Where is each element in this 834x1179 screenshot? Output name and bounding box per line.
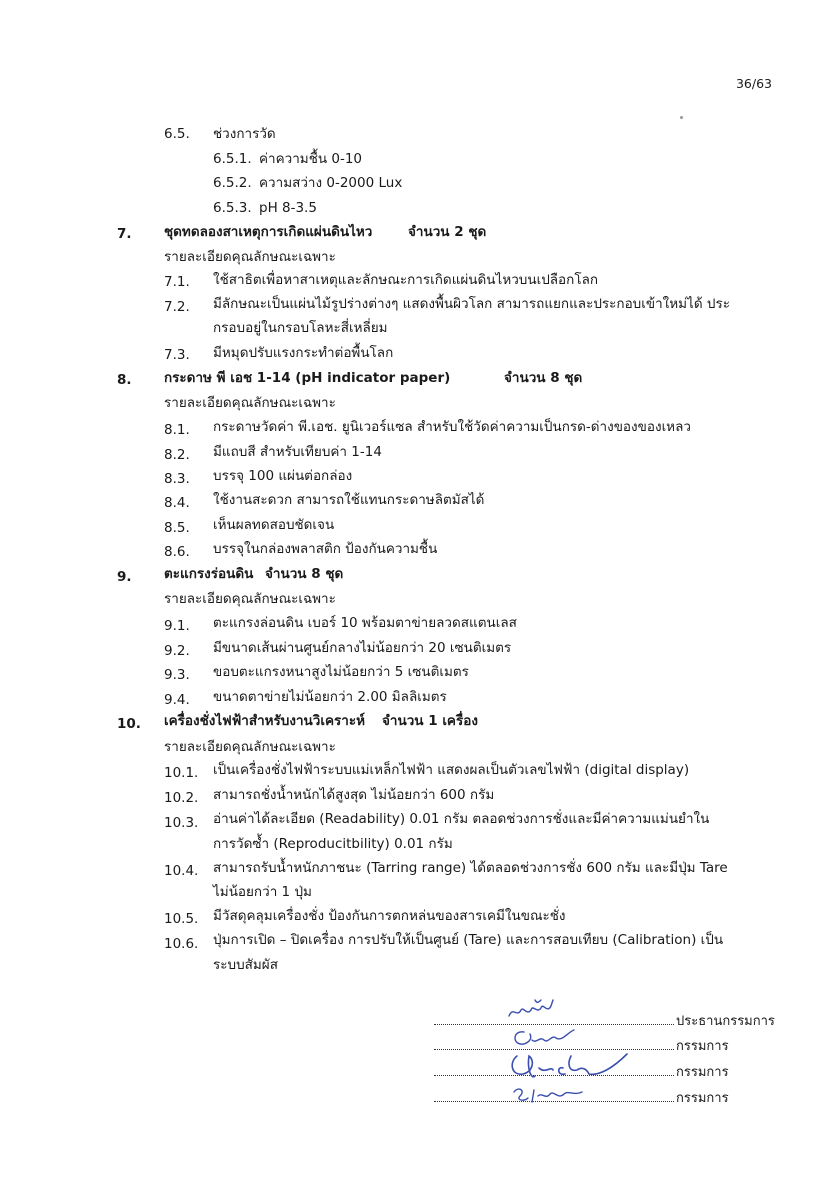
page-number: 36/63 (735, 76, 772, 91)
s7-item-1-num: 7.1. (164, 274, 190, 290)
s8-item-2-num: 8.2. (164, 447, 190, 463)
s10-item-6-text: ปุ่มการเปิด – ปิดเครื่อง การปรับให้เป็นศูนย์ (Tare) และการสอบเทียบ (Calibration) เป็น (213, 932, 724, 948)
s9-item-3-num: 9.3. (164, 667, 190, 683)
s8-item-3-num: 8.3. (164, 471, 190, 487)
signature-1 (505, 996, 565, 1024)
scan-speck (680, 116, 683, 119)
s7-item-2-num: 7.2. (164, 299, 190, 315)
signature-4 (508, 1082, 588, 1106)
s9-item-1-text: ตะแกรงล่อนดิน เบอร์ 10 พร้อมตาข่ายลวดสแตนเลส (213, 615, 517, 631)
s10-item-6-num: 10.6. (164, 936, 199, 952)
s10-qty: จำนวน 1 เครื่อง (382, 713, 478, 729)
s8-item-1-text: กระดาษวัดค่า พี.เอช. ยูนิเวอร์แซล สำหรับใช้วัดค่าความเป็นกรด-ด่างของของเหลว (213, 419, 691, 435)
s8-item-5-num: 8.5. (164, 520, 190, 536)
s6_5-label: ช่วงการวัด (213, 126, 276, 142)
s6_5-item-3-num: 6.5.3. (213, 200, 252, 216)
s10-item-3-text: อ่านค่าได้ละเอียด (Readability) 0.01 กรัม ตลอดช่วงการชั่งและมีค่าความแม่นยำใน (213, 811, 710, 827)
s9-item-4-text: ขนาดตาข่ายไม่น้อยกว่า 2.00 มิลลิเมตร (213, 689, 447, 705)
s8-item-4-num: 8.4. (164, 495, 190, 511)
s8-title: กระดาษ พี เอช 1-14 (pH indicator paper) (164, 370, 451, 386)
s10-item-2-text: สามารถชั่งน้ำหนักได้สูงสุด ไม่น้อยกว่า 600 กรัม (213, 787, 495, 803)
s10-item-4-text-cont: ไม่น้อยกว่า 1 ปุ่ม (213, 884, 312, 900)
s10-item-1-num: 10.1. (164, 765, 199, 781)
s6_5-item-3-text: pH 8-3.5 (259, 200, 317, 216)
s9-qty: จำนวน 8 ชุด (265, 566, 344, 582)
s8-item-3-text: บรรจุ 100 แผ่นต่อกล่อง (213, 468, 353, 484)
s10-item-5-num: 10.5. (164, 911, 199, 927)
signature-3 (505, 1048, 635, 1084)
s9-item-1-num: 9.1. (164, 618, 190, 634)
s10-num: 10. (117, 716, 141, 732)
s7-item-3-num: 7.3. (164, 347, 190, 363)
s6_5-item-2-text: ความสว่าง 0-2000 Lux (259, 175, 403, 191)
s10-item-4-text: สามารถรับน้ำหนักภาชนะ (Tarring range) ได้ตลอดช่วงการชั่ง 600 กรัม และมีปุ่ม Tare (213, 860, 728, 876)
s7-item-3-text: มีหมุดปรับแรงกระทำต่อพื้นโลก (213, 345, 394, 361)
s9-item-4-num: 9.4. (164, 692, 190, 708)
s10-item-6-text-cont: ระบบสัมผัส (213, 957, 278, 973)
s6_5-num: 6.5. (164, 126, 190, 142)
s8-item-6-text: บรรจุในกล่องพลาสติก ป้องกันความชื้น (213, 541, 438, 557)
s6_5-item-1-num: 6.5.1. (213, 151, 252, 167)
s9-item-3-text: ขอบตะแกรงหนาสูงไม่น้อยกว่า 5 เซนติเมตร (213, 664, 469, 680)
s9-title: ตะแกรงร่อนดิน (164, 566, 254, 582)
s10-spec-label: รายละเอียดคุณลักษณะเฉพาะ (164, 739, 336, 755)
s10-item-5-text: มีวัสดุคลุมเครื่องชั่ง ป้องกันการตกหล่นของสารเคมีในขณะชั่ง (213, 908, 566, 924)
s9-item-2-text: มีขนาดเส้นผ่านศูนย์กลางไม่น้อยกว่า 20 เซนติเมตร (213, 640, 512, 656)
s8-item-6-num: 8.6. (164, 544, 190, 560)
s10-item-4-num: 10.4. (164, 863, 199, 879)
s7-num: 7. (117, 226, 132, 242)
s7-item-2-text-cont: กรอบอยู่ในกรอบโลหะสี่เหลี่ยม (213, 320, 388, 336)
s8-qty: จำนวน 8 ชุด (504, 370, 583, 386)
s6_5-item-1-text: ค่าความชื้น 0-10 (259, 151, 363, 167)
s8-item-4-text: ใช้งานสะดวก สามารถใช้แทนกระดาษลิตมัสได้ (213, 492, 485, 508)
signature-role: กรรมการ (676, 1065, 729, 1080)
s10-title: เครื่องชั่งไฟฟ้าสำหรับงานวิเคราะห์ (164, 713, 365, 729)
s8-item-5-text: เห็นผลทดสอบชัดเจน (213, 517, 335, 533)
signature-role: ประธานกรรมการ (676, 1014, 775, 1029)
signature-role: กรรมการ (676, 1039, 729, 1054)
s7-title: ชุดทดลองสาเหตุการเกิดแผ่นดินไหว (164, 224, 373, 240)
signature-role: กรรมการ (676, 1091, 729, 1106)
s7-item-1-text: ใช้สาธิตเพื่อหาสาเหตุและลักษณะการเกิดแผ่นดินไหวบนเปลือกโลก (213, 272, 599, 288)
s8-spec-label: รายละเอียดคุณลักษณะเฉพาะ (164, 395, 336, 411)
s7-qty: จำนวน 2 ชุด (408, 224, 487, 240)
s6_5-item-2-num: 6.5.2. (213, 175, 252, 191)
s8-num: 8. (117, 372, 132, 388)
s10-item-1-text: เป็นเครื่องชั่งไฟฟ้าระบบแม่เหล็กไฟฟ้า แสดงผลเป็นตัวเลขไฟฟ้า (digital display) (213, 762, 690, 778)
s7-spec-label: รายละเอียดคุณลักษณะเฉพาะ (164, 249, 336, 265)
s10-item-3-num: 10.3. (164, 815, 199, 831)
s10-item-2-num: 10.2. (164, 790, 199, 806)
s9-item-2-num: 9.2. (164, 643, 190, 659)
s9-spec-label: รายละเอียดคุณลักษณะเฉพาะ (164, 591, 336, 607)
signature-2 (510, 1026, 580, 1050)
s9-num: 9. (117, 569, 132, 585)
signature-row-chair (434, 1015, 775, 1028)
s8-item-1-num: 8.1. (164, 422, 190, 438)
s10-item-3-text-cont: การวัดซ้ำ (Reproducitbility) 0.01 กรัม (213, 836, 453, 852)
s8-item-2-text: มีแถบสี สำหรับเทียบค่า 1-14 (213, 444, 382, 460)
s7-item-2-text: มีลักษณะเป็นแผ่นไม้รูปร่างต่างๆ แสดงพื้นผิวโลก สามารถแยกและประกอบเข้าใหม่ได้ ประ (213, 296, 730, 312)
